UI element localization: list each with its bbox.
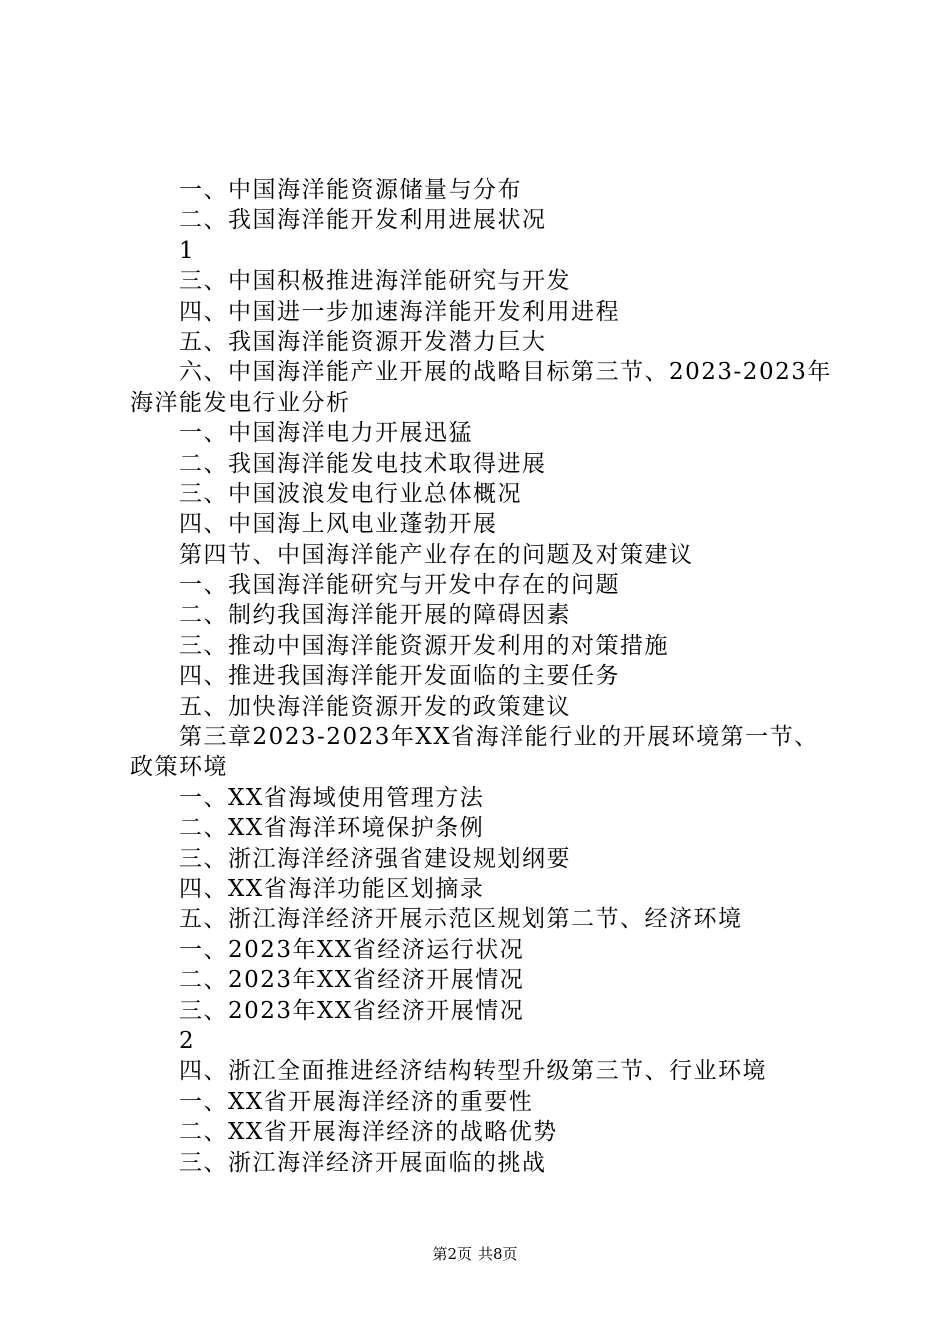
text-line: 四、XX省海洋功能区划摘录	[179, 875, 485, 902]
document-body	[130, 175, 830, 1178]
text-line: 二、XX省开展海洋经济的战略优势	[179, 1119, 558, 1146]
text-line: 五、加快海洋能资源开发的政策建议	[179, 693, 571, 720]
page-number-marker: 2	[179, 1027, 196, 1054]
total-pages-label: 共8页	[478, 1245, 518, 1263]
text-line: 三、中国积极推进海洋能研究与开发	[179, 268, 571, 295]
text-line: 二、制约我国海洋能开展的障碍因素	[179, 602, 571, 629]
text-line: 二、2023年XX省经济开展情况	[179, 967, 525, 994]
text-line: 三、浙江海洋经济开展面临的挑战	[179, 1149, 547, 1176]
current-page-label: 第2页	[432, 1245, 472, 1263]
text-line: 四、中国进一步加速海洋能开发利用进程	[179, 298, 620, 325]
section-heading: 第四节、中国海洋能产业存在的问题及对策建议	[179, 541, 694, 568]
text-line: 一、中国海洋能资源储量与分布	[179, 177, 522, 203]
chapter-heading: 第三章2023-2023年XX省海洋能行业的开展环境第一节、	[179, 724, 819, 751]
text-line: 四、推进我国海洋能开发面临的主要任务	[179, 663, 620, 690]
text-line: 三、推动中国海洋能资源开发利用的对策措施	[179, 632, 669, 659]
text-line: 三、浙江海洋经济强省建设规划纲要	[179, 845, 571, 872]
page-number-marker: 1	[179, 237, 196, 264]
text-line: 一、2023年XX省经济运行状况	[179, 936, 525, 963]
text-line: 六、中国海洋能产业开展的战略目标第三节、2023-2023年	[179, 359, 832, 386]
text-line: 二、XX省海洋环境保护条例	[179, 815, 485, 842]
text-line: 二、我国海洋能开发利用进展状况	[179, 207, 547, 234]
text-line: 一、XX省开展海洋经济的重要性	[179, 1088, 534, 1115]
text-line: 五、浙江海洋经济开展示范区规划第二节、经济环境	[179, 906, 743, 933]
text-line: 三、中国波浪发电行业总体概况	[179, 480, 522, 507]
text-line: 三、2023年XX省经济开展情况	[179, 997, 525, 1024]
text-line-continuation: 海洋能发电行业分析	[130, 389, 351, 416]
text-line: 一、我国海洋能研究与开发中存在的问题	[179, 572, 620, 599]
text-line: 一、中国海洋电力开展迅猛	[179, 420, 473, 447]
text-line-continuation: 政策环境	[130, 754, 228, 781]
page-footer	[0, 1244, 950, 1264]
text-line: 四、中国海上风电业蓬勃开展	[179, 511, 498, 538]
text-line: 二、我国海洋能发电技术取得进展	[179, 450, 547, 477]
text-line: 一、XX省海域使用管理方法	[179, 784, 485, 811]
text-line: 五、我国海洋能资源开发潜力巨大	[179, 328, 547, 355]
text-line: 四、浙江全面推进经济结构转型升级第三节、行业环境	[179, 1058, 767, 1085]
